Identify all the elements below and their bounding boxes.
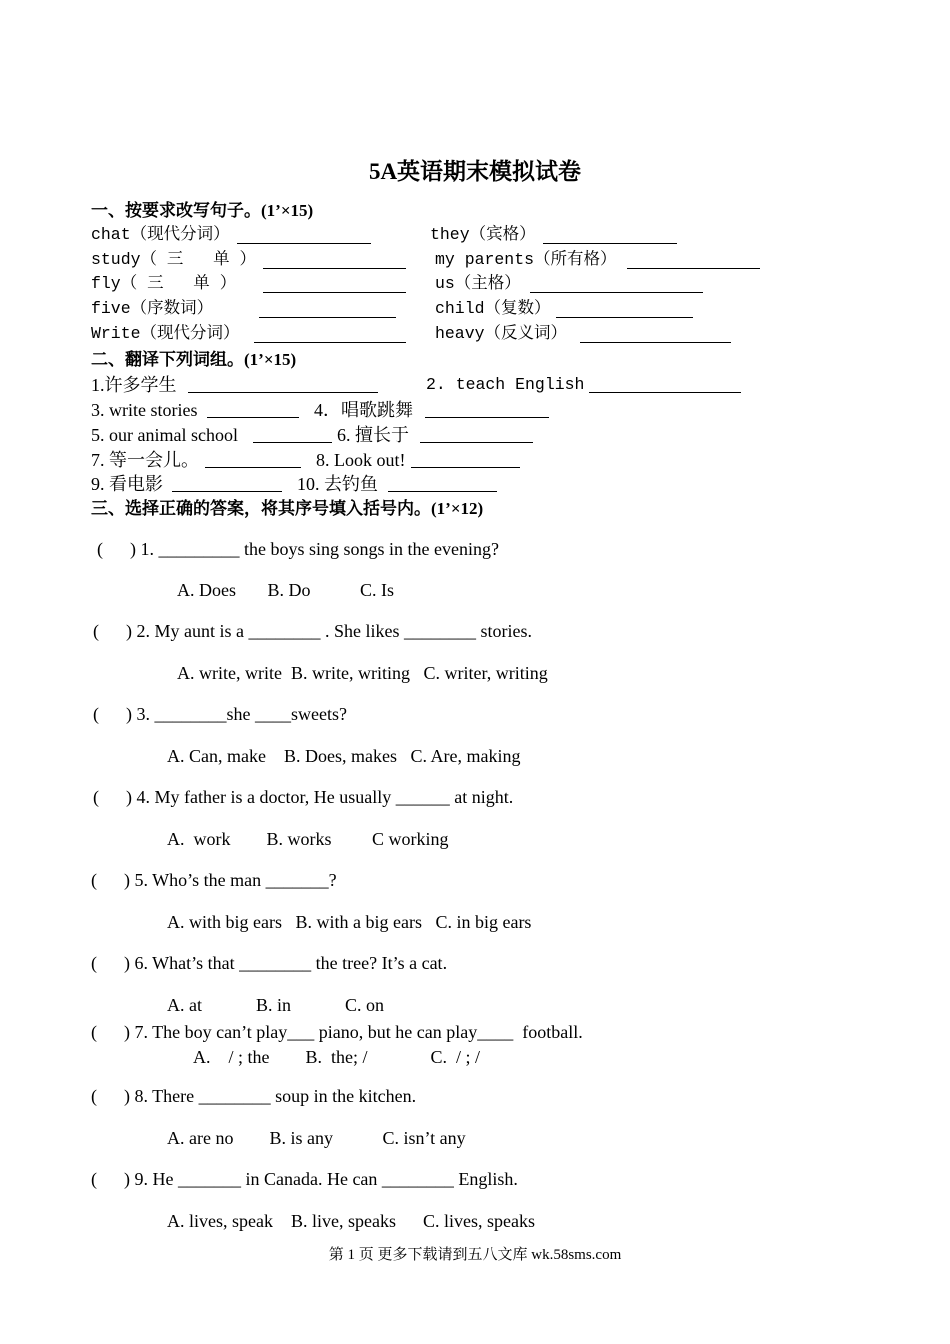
s1-item-1-left: chat（现代分词） bbox=[91, 225, 230, 244]
answer-blank bbox=[172, 477, 282, 492]
answer-blank bbox=[530, 278, 703, 293]
s1-item-5-right: heavy（反义词） bbox=[435, 324, 568, 343]
answer-blank bbox=[254, 328, 406, 343]
question-9: ( ) 9. He _______ in Canada. He can ________ English. bbox=[91, 1169, 518, 1189]
answer-blank bbox=[627, 254, 760, 269]
s2-item-3-right: 6. 擅长于 bbox=[337, 425, 409, 445]
page-footer: 第 1 页 更多下载请到五八文库 wk.58sms.com bbox=[328, 1247, 622, 1263]
question-9-options: A. lives, speak B. live, speaks C. lives, speaks bbox=[167, 1211, 535, 1231]
s1-item-2-left: study（ 三 单 ） bbox=[91, 250, 257, 269]
answer-blank bbox=[425, 403, 549, 418]
section3-heading: 三、选择正确的答案，将其序号填入括号内。(1’×12) bbox=[91, 499, 484, 518]
s2-item-1-right: 2. teach English bbox=[426, 375, 585, 394]
question-5-options: A. with big ears B. with a big ears C. in big ears bbox=[167, 912, 532, 932]
question-1-options: A. Does B. Do C. Is bbox=[177, 580, 395, 600]
page-title: 5A英语期末模拟试卷 bbox=[368, 159, 582, 184]
question-3: ( ) 3. ________she ____sweets? bbox=[93, 704, 347, 724]
question-4-options: A. work B. works C working bbox=[167, 829, 449, 849]
question-3-options: A. Can, make B. Does, makes C. Are, making bbox=[167, 746, 521, 766]
s2-item-4-left: 7. 等一会儿。 bbox=[91, 450, 199, 470]
s1-item-4-left: five（序数词） bbox=[91, 299, 214, 318]
s1-item-3-right: us（主格） bbox=[435, 274, 521, 293]
answer-blank bbox=[253, 428, 332, 443]
question-4: ( ) 4. My father is a doctor, He usually ______ at night. bbox=[93, 787, 514, 807]
answer-blank bbox=[205, 453, 301, 468]
answer-blank bbox=[263, 278, 406, 293]
answer-blank bbox=[411, 453, 520, 468]
question-6-options: A. at B. in C. on bbox=[167, 995, 385, 1015]
question-8-options: A. are no B. is any C. isn’t any bbox=[167, 1128, 466, 1148]
section1-heading: 一、按要求改写句子。(1’×15) bbox=[91, 201, 314, 220]
answer-blank bbox=[259, 303, 396, 318]
s1-item-5-left: Write（现代分词） bbox=[91, 324, 240, 343]
answer-blank bbox=[237, 229, 371, 244]
s2-item-5-left: 9. 看电影 bbox=[91, 474, 163, 494]
answer-blank bbox=[589, 378, 741, 393]
answer-blank bbox=[556, 303, 693, 318]
s1-item-4-right: child（复数） bbox=[435, 299, 551, 318]
s2-item-3-left: 5. our animal school bbox=[91, 425, 238, 445]
question-6: ( ) 6. What’s that ________ the tree? It’s a cat. bbox=[91, 953, 448, 973]
answer-blank bbox=[188, 378, 378, 393]
answer-blank bbox=[388, 477, 497, 492]
s2-item-2-left: 3. write stories bbox=[91, 400, 198, 420]
section2-heading: 二、翻译下列词组。(1’×15) bbox=[91, 350, 297, 369]
question-2-options: A. write, write B. write, writing C. writer, writing bbox=[177, 663, 548, 683]
question-8: ( ) 8. There ________ soup in the kitchen. bbox=[91, 1086, 417, 1106]
s2-item-1-left: 1.许多学生 bbox=[91, 375, 177, 395]
answer-blank bbox=[420, 428, 533, 443]
question-1: ( ) 1. _________ the boys sing songs in the evening? bbox=[97, 539, 499, 559]
question-7-options: A. / ; the B. the; / C. / ; / bbox=[193, 1047, 480, 1067]
answer-blank bbox=[207, 403, 299, 418]
answer-blank bbox=[543, 229, 677, 244]
question-2: ( ) 2. My aunt is a ________ . She likes ________ stories. bbox=[93, 621, 532, 641]
question-5: ( ) 5. Who’s the man _______? bbox=[91, 870, 337, 890]
question-7: ( ) 7. The boy can’t play___ piano, but he can play____ football. bbox=[91, 1022, 583, 1042]
s1-item-1-right: they（宾格） bbox=[430, 225, 536, 244]
s2-item-2-right: 4．唱歌跳舞 bbox=[314, 400, 413, 420]
answer-blank bbox=[580, 328, 731, 343]
s1-item-2-right: my parents（所有格） bbox=[435, 250, 617, 269]
s1-item-3-left: fly（ 三 单 ） bbox=[91, 274, 237, 293]
answer-blank bbox=[263, 254, 406, 269]
s2-item-5-right: 10. 去钓鱼 bbox=[297, 474, 378, 494]
s2-item-4-right: 8. Look out! bbox=[316, 450, 406, 470]
